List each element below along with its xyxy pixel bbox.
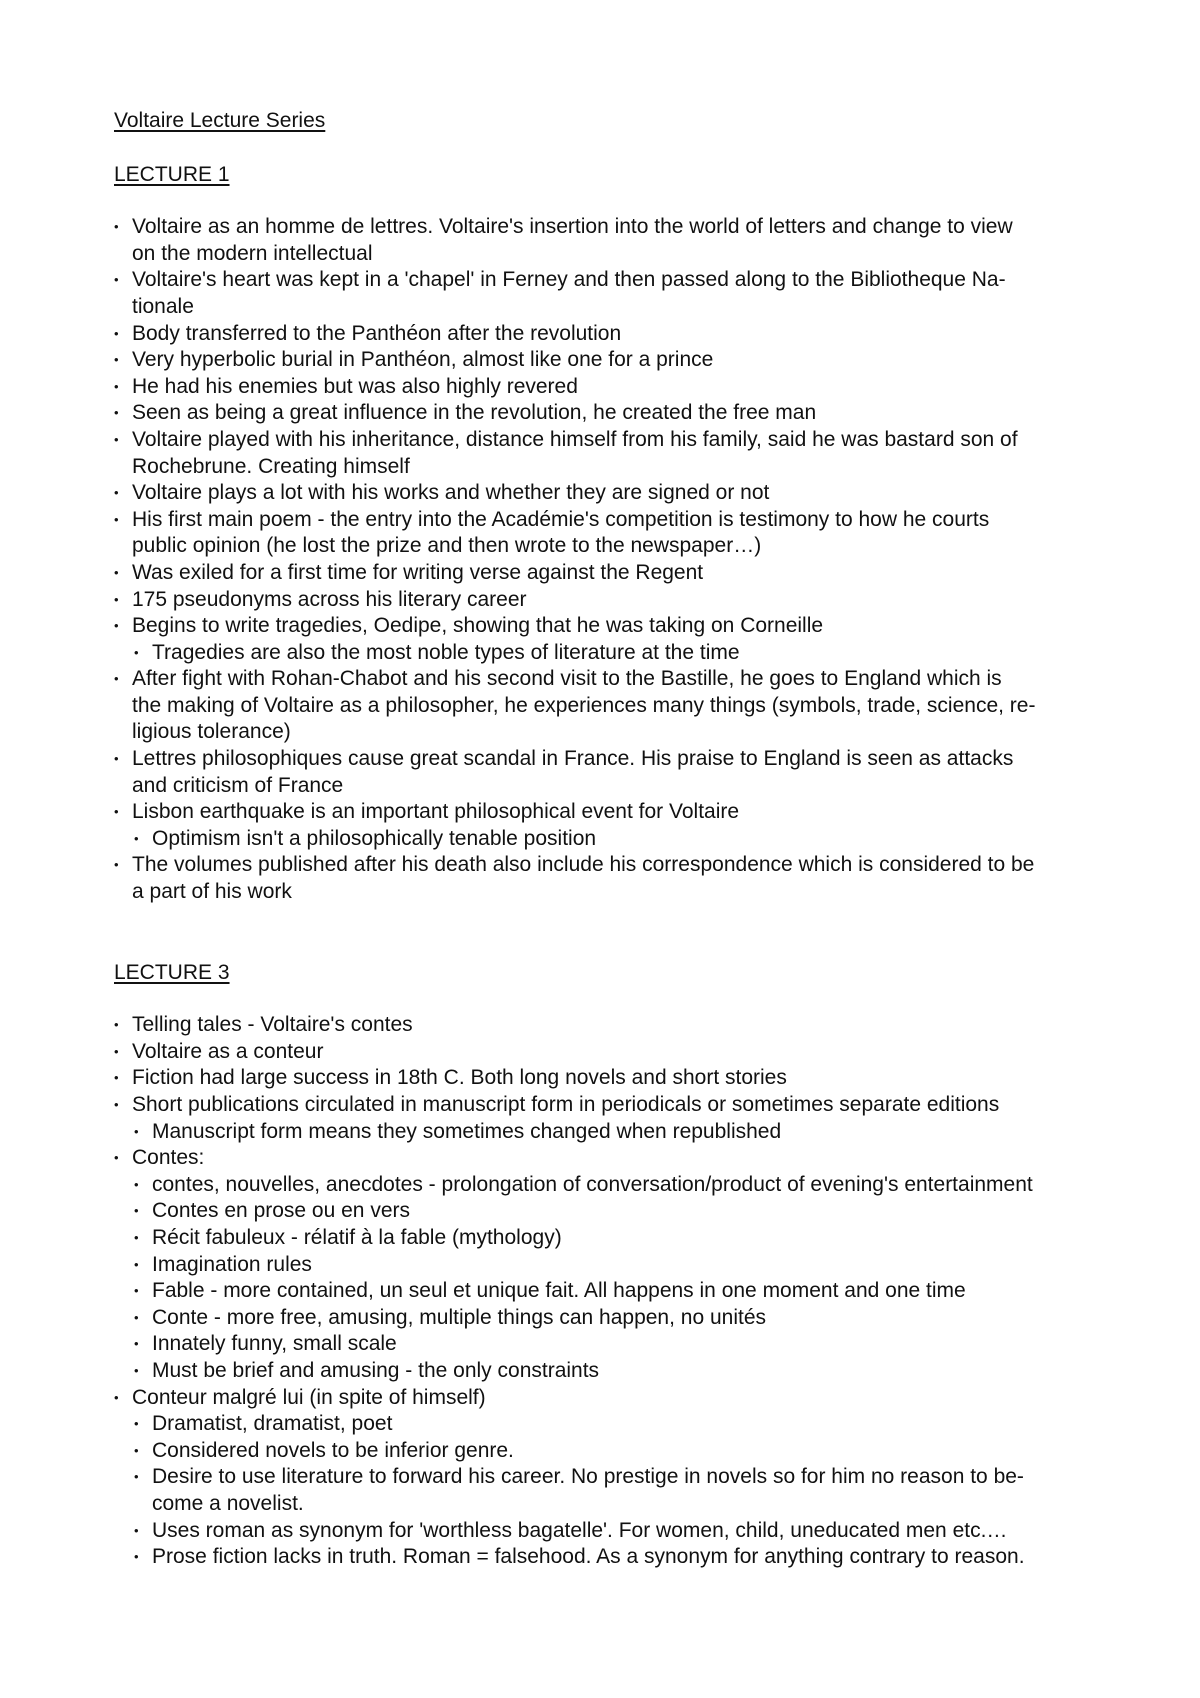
bullet-item: • Lisbon earthquake is an important philosophical event for Voltaire: [114, 799, 1104, 826]
bullet-item: • Voltaire's heart was kept in a 'chapel' in Ferney and then passed along to the Bibliotheque Na- tionale: [114, 267, 1104, 320]
sub-bullet-item: • Fable - more contained, un seul et unique fait. All happens in one moment and one time: [114, 1278, 1104, 1305]
sub-bullet-item: • Desire to use literature to forward his career. No prestige in novels so for him no reason to be- come a novelist.: [114, 1464, 1104, 1517]
bullet-item: • Seen as being a great influence in the revolution, he created the free man: [114, 400, 1104, 427]
sub-bullet-item: • Innately funny, small scale: [114, 1331, 1104, 1358]
sub-bullet-item: • Conte - more free, amusing, multiple things can happen, no unités: [114, 1305, 1104, 1332]
bullet-item: • His first main poem - the entry into the Académie's competition is testimony to how he courts public opinion (he lost the prize and then wrote to the newspaper…): [114, 507, 1104, 560]
sections-container: [114, 162, 1104, 1571]
sub-bullet-item: • Manuscript form means they sometimes changed when republished: [114, 1119, 1104, 1146]
document-title: Voltaire Lecture Series: [114, 109, 326, 132]
section-heading: LECTURE 3: [114, 960, 230, 984]
section-heading: LECTURE 1: [114, 162, 230, 186]
sub-bullet-item: • Must be brief and amusing - the only constraints: [114, 1358, 1104, 1385]
bullet-item: • Telling tales - Voltaire's contes: [114, 1012, 1104, 1039]
lecture-section: [114, 162, 1104, 906]
bullet-item: • Voltaire plays a lot with his works and whether they are signed or not: [114, 480, 1104, 507]
bullet-item: • Voltaire as an homme de lettres. Voltaire's insertion into the world of letters and change to view on the modern intellectual: [114, 214, 1104, 267]
bullet-item: • Conteur malgré lui (in spite of himself): [114, 1385, 1104, 1412]
sub-bullet-list: [114, 826, 1104, 853]
bullet-item: • Short publications circulated in manuscript form in periodicals or sometimes separate editions: [114, 1092, 1104, 1119]
sub-bullet-list: [114, 640, 1104, 667]
section-gap: [114, 906, 1104, 960]
bullet-item: • Voltaire played with his inheritance, distance himself from his family, said he was bastard son of Rochebrune. Creating himself: [114, 427, 1104, 480]
bullet-item: • Body transferred to the Panthéon after the revolution: [114, 321, 1104, 348]
sub-bullet-item: • Uses roman as synonym for 'worthless bagatelle'. For women, child, uneducated men etc.…: [114, 1518, 1104, 1545]
sub-bullet-item: • Récit fabuleux - rélatif à la fable (mythology): [114, 1225, 1104, 1252]
bullet-item: • Contes:: [114, 1145, 1104, 1172]
bullet-item: • Lettres philosophiques cause great scandal in France. His praise to England is seen as attacks and criticism of France: [114, 746, 1104, 799]
sub-bullet-item: • Contes en prose ou en vers: [114, 1198, 1104, 1225]
sub-bullet-item: • Tragedies are also the most noble types of literature at the time: [114, 640, 1104, 667]
sub-bullet-item: • Considered novels to be inferior genre.: [114, 1438, 1104, 1465]
bullet-item: • Voltaire as a conteur: [114, 1039, 1104, 1066]
sub-bullet-item: • Dramatist, dramatist, poet: [114, 1411, 1104, 1438]
bullet-item: • After fight with Rohan-Chabot and his second visit to the Bastille, he goes to England which is the making of Voltaire as a philosopher, he experiences many things (symbols, trade, science, re- ligious tolerance): [114, 666, 1104, 746]
bullet-item: • The volumes published after his death also include his correspondence which is considered to be a part of his work: [114, 852, 1104, 905]
sub-bullet-list: [114, 1411, 1104, 1571]
sub-bullet-item: • Imagination rules: [114, 1252, 1104, 1279]
bullet-item: • Was exiled for a first time for writing verse against the Regent: [114, 560, 1104, 587]
bullet-item: • Very hyperbolic burial in Panthéon, almost like one for a prince: [114, 347, 1104, 374]
sub-bullet-item: • Prose fiction lacks in truth. Roman = falsehood. As a synonym for anything contrary to reason.: [114, 1544, 1104, 1571]
sub-bullet-item: • Optimism isn't a philosophically tenable position: [114, 826, 1104, 853]
sub-bullet-item: • contes, nouvelles, anecdotes - prolongation of conversation/product of evening's entertainment: [114, 1172, 1104, 1199]
bullet-item: • Fiction had large success in 18th C. Both long novels and short stories: [114, 1065, 1104, 1092]
sub-bullet-list: [114, 1119, 1104, 1146]
bullet-list: [114, 1012, 1104, 1570]
bullet-item: • Begins to write tragedies, Oedipe, showing that he was taking on Corneille: [114, 613, 1104, 640]
bullet-list: [114, 214, 1104, 905]
bullet-item: • 175 pseudonyms across his literary career: [114, 587, 1104, 614]
bullet-item: • He had his enemies but was also highly revered: [114, 374, 1104, 401]
document-page: [114, 108, 1104, 1571]
lecture-section: [114, 960, 1104, 1571]
sub-bullet-list: [114, 1172, 1104, 1385]
